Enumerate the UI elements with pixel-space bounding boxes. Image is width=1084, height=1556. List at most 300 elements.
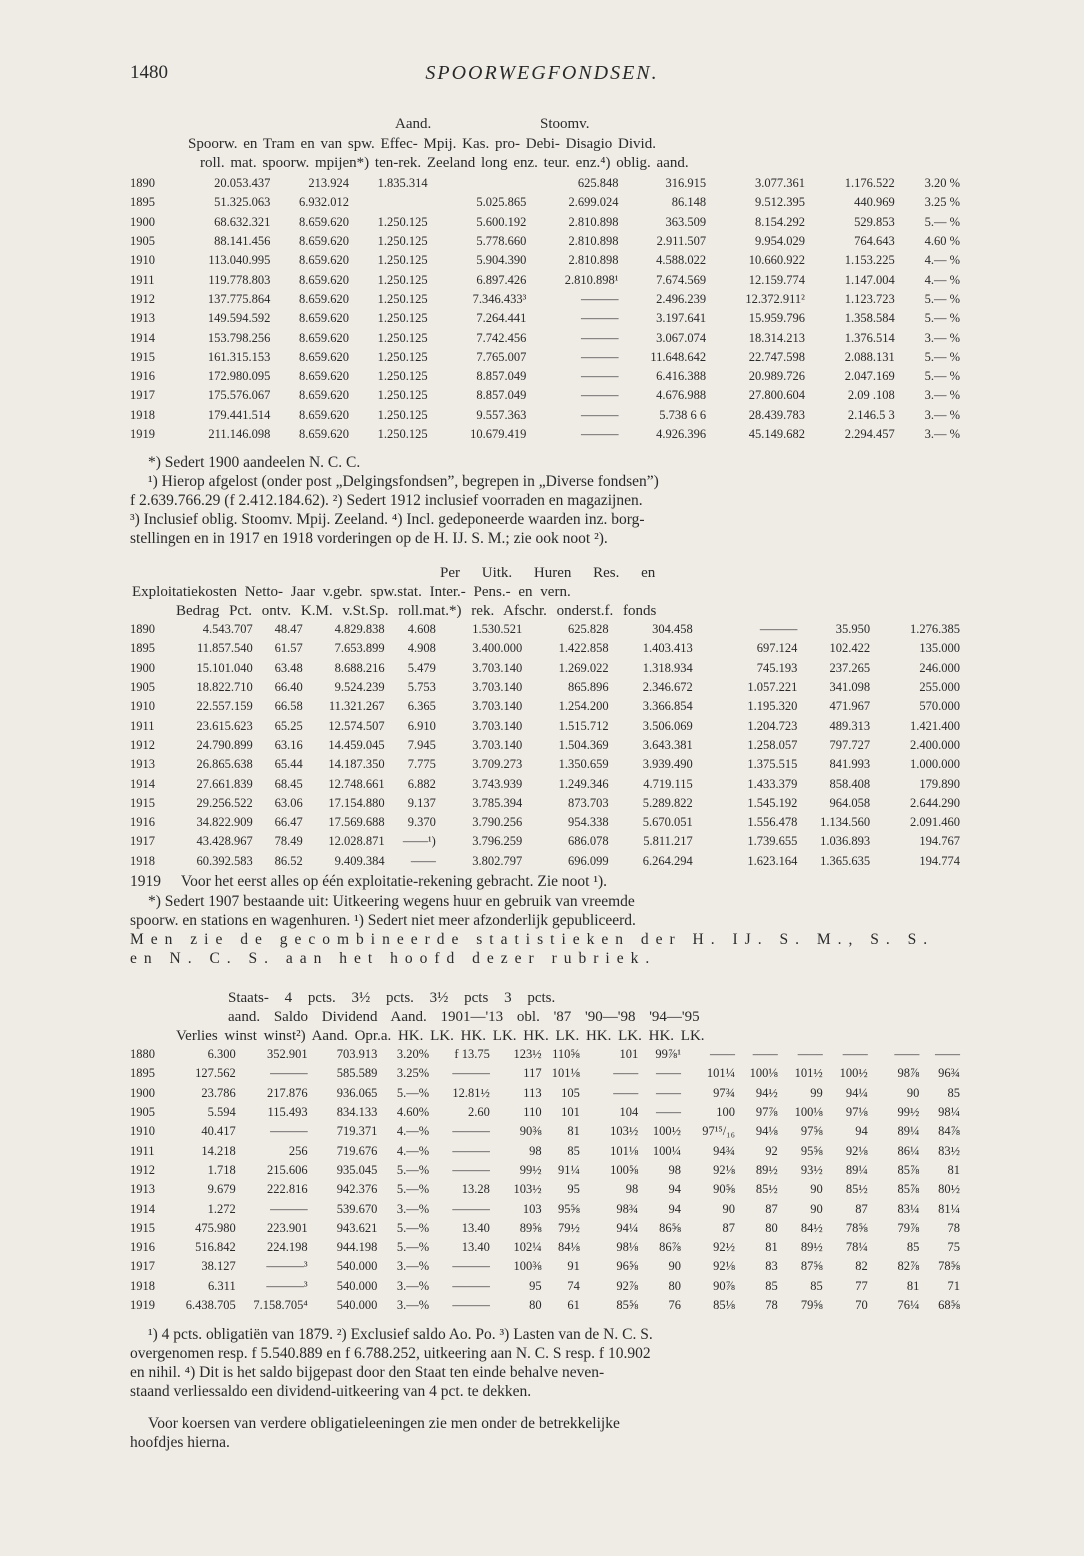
value-cell: 2.911.507 xyxy=(656,234,707,249)
value-cell: 8.659.620 xyxy=(298,388,349,403)
value-cell: 79⅝ xyxy=(800,1298,823,1312)
value-cell: 3.703.140 xyxy=(472,660,523,675)
value-cell: —— xyxy=(709,1047,735,1062)
value-cell: 944.198 xyxy=(336,1240,378,1255)
value-cell: 6.264.294 xyxy=(642,853,693,868)
value-cell: 5.811.217 xyxy=(643,834,693,849)
value-cell: 9.524.239 xyxy=(334,680,385,695)
value-cell: —— xyxy=(656,1066,682,1081)
year-cell: 1900 xyxy=(130,214,155,229)
value-cell: 1.276.385 xyxy=(910,622,960,637)
value-cell: 100⅝ xyxy=(610,1162,639,1177)
value-cell: 20.989.726 xyxy=(748,369,805,384)
value-cell: 1.515.712 xyxy=(558,718,609,733)
t2-row-1900 xyxy=(130,659,960,678)
value-cell: 841.993 xyxy=(829,757,871,772)
value-cell: 1.057.221 xyxy=(747,680,798,695)
value-cell: 88.141.456 xyxy=(214,234,271,249)
year-cell: 1912 xyxy=(130,737,155,752)
value-cell: 98 xyxy=(529,1143,542,1158)
value-cell: 6.311 xyxy=(208,1278,236,1293)
year-cell: 1914 xyxy=(130,776,155,791)
value-cell: 94 xyxy=(855,1124,868,1139)
value-cell: 95 xyxy=(567,1182,580,1197)
value-cell: 6.882 xyxy=(407,776,436,791)
value-cell: 153.798.256 xyxy=(207,330,271,345)
value-cell: 23.615.623 xyxy=(196,718,253,733)
value-cell: —— xyxy=(656,1085,682,1100)
value-cell: 5.289.822 xyxy=(642,795,693,810)
value-cell: 100⅛ xyxy=(749,1066,778,1081)
t3-row-1914 xyxy=(130,1199,960,1218)
year-cell: 1895 xyxy=(130,195,155,210)
value-cell: 873.703 xyxy=(568,795,609,810)
value-cell: 94 xyxy=(668,1201,682,1216)
value-cell: 5.753 xyxy=(407,680,436,695)
table-1 xyxy=(130,174,960,444)
value-cell: 7.264.441 xyxy=(476,311,527,326)
value-cell: ——— xyxy=(581,291,619,306)
value-cell: 8.659.620 xyxy=(298,253,349,268)
value-cell: 101½ xyxy=(794,1066,823,1081)
value-cell: 2.699.024 xyxy=(568,195,619,210)
t1-row-1910 xyxy=(130,251,960,270)
value-cell: 834.133 xyxy=(336,1105,378,1120)
value-cell: 92 xyxy=(765,1143,778,1158)
value-cell: 625.848 xyxy=(577,176,619,191)
t2-row-1917 xyxy=(130,832,960,851)
value-cell: 13.40 xyxy=(461,1220,490,1235)
value-cell: 3.20% xyxy=(396,1047,430,1062)
value-cell: 1.376.514 xyxy=(844,330,895,345)
value-cell: 2.810.898¹ xyxy=(564,272,619,287)
value-cell: 78⅝ xyxy=(938,1259,960,1274)
value-cell: 85 xyxy=(947,1085,960,1100)
value-cell: 1.036.893 xyxy=(820,834,871,849)
value-cell: ——— xyxy=(581,369,619,384)
value-cell: 5.738 6 6 xyxy=(659,407,707,422)
value-cell: 1.250.125 xyxy=(377,234,428,249)
value-cell: 94⅛ xyxy=(755,1124,778,1139)
value-cell: 78 xyxy=(765,1298,778,1312)
value-cell: 89½ xyxy=(755,1162,778,1177)
value-cell: 539.670 xyxy=(336,1201,378,1216)
value-cell: 11.321.267 xyxy=(328,699,385,714)
year-cell: 1912 xyxy=(130,291,155,306)
value-cell: 475.980 xyxy=(195,1220,236,1235)
value-cell: 316.915 xyxy=(665,176,707,191)
value-cell: ——— xyxy=(452,1124,490,1139)
value-cell: —— xyxy=(842,1047,868,1062)
value-cell: 93½ xyxy=(800,1162,823,1177)
value-cell: 94¾ xyxy=(713,1143,735,1158)
value-cell: 24.790.899 xyxy=(196,737,253,752)
value-cell: 87 xyxy=(855,1201,868,1216)
value-cell: 89¼ xyxy=(897,1124,920,1139)
value-cell: 3.703.140 xyxy=(472,699,523,714)
value-cell: 440.969 xyxy=(854,195,895,210)
value-cell: 9.370 xyxy=(407,815,436,830)
t2-row-1910 xyxy=(130,697,960,716)
value-cell: 86.52 xyxy=(274,853,303,868)
value-cell: 14.459.045 xyxy=(328,737,385,752)
value-cell: 213.924 xyxy=(308,176,349,191)
value-cell: 90⅞ xyxy=(713,1278,735,1293)
value-cell: 65.25 xyxy=(274,718,303,733)
t3-row-1910 xyxy=(130,1122,960,1141)
value-cell: 38.127 xyxy=(201,1259,236,1274)
value-cell: 82 xyxy=(855,1259,868,1274)
value-cell: 5.479 xyxy=(407,660,436,675)
value-cell: 90 xyxy=(906,1085,920,1100)
value-cell: 83 xyxy=(765,1259,778,1274)
t3-row-1917 xyxy=(130,1257,960,1276)
value-cell: 1.272 xyxy=(207,1201,236,1216)
value-cell: 942.376 xyxy=(336,1182,378,1197)
value-cell: 2.088.131 xyxy=(844,349,895,364)
value-cell: 96⅝ xyxy=(616,1259,639,1274)
value-cell: 85 xyxy=(765,1278,778,1293)
value-cell: 2.496.239 xyxy=(656,291,707,306)
value-cell: 4.60 % xyxy=(924,234,960,249)
value-cell: 85 xyxy=(906,1240,920,1255)
value-cell: ——— xyxy=(581,349,619,364)
value-cell: 686.078 xyxy=(568,834,609,849)
value-cell: 1.250.125 xyxy=(377,272,428,287)
year-cell: 1910 xyxy=(130,1124,155,1139)
value-cell: 4.— % xyxy=(924,272,960,287)
value-cell: 1.718 xyxy=(207,1162,236,1177)
value-cell: 6.300 xyxy=(207,1047,236,1062)
value-cell: 6.910 xyxy=(407,718,436,733)
year-cell: 1913 xyxy=(130,757,155,772)
value-cell: 5.778.660 xyxy=(476,234,527,249)
value-cell: 26.865.638 xyxy=(196,757,253,772)
value-cell: 14.218 xyxy=(201,1143,236,1158)
table-2 xyxy=(130,620,960,871)
value-cell: 1.123.723 xyxy=(844,291,895,306)
t1-row-1912 xyxy=(130,290,960,309)
value-cell: 5.594 xyxy=(207,1105,236,1120)
value-cell: 1.250.125 xyxy=(377,388,428,403)
value-cell: 3.703.140 xyxy=(472,718,523,733)
value-cell: 94¼ xyxy=(845,1085,868,1100)
value-cell: 91 xyxy=(567,1259,580,1274)
value-cell: 3.709.273 xyxy=(472,757,523,772)
value-cell: 1.623.164 xyxy=(747,853,798,868)
footer-line-1: hoofdjes hierna. xyxy=(130,1434,230,1451)
value-cell: 4.829.838 xyxy=(334,622,385,637)
value-cell: 97¹⁵/₁₆ xyxy=(702,1124,735,1139)
value-cell: 123½ xyxy=(513,1047,542,1062)
year-cell: 1905 xyxy=(130,680,155,695)
value-cell: 7.945 xyxy=(407,737,436,752)
value-cell: 2.644.290 xyxy=(910,795,960,810)
value-cell: 5.— % xyxy=(924,349,960,364)
value-cell: 99 xyxy=(810,1085,823,1100)
value-cell: 3.643.381 xyxy=(642,737,693,752)
value-cell: 540.000 xyxy=(336,1259,378,1274)
value-cell: 2.400.000 xyxy=(910,737,960,752)
value-cell: 954.338 xyxy=(568,815,609,830)
value-cell: 2.346.672 xyxy=(642,680,693,695)
t2-row-1919 xyxy=(130,872,607,891)
value-cell: 105 xyxy=(561,1085,580,1100)
value-cell: 936.065 xyxy=(336,1085,378,1100)
note-1-4: stellingen en in 1917 en 1918 vorderingen op de H. IJ. S. M.; zie ook noot ²). xyxy=(130,530,608,547)
value-cell: 97⅛ xyxy=(845,1105,868,1120)
value-cell: 1.250.125 xyxy=(377,330,428,345)
value-cell: 63.16 xyxy=(274,737,303,752)
value-cell: 7.742.456 xyxy=(476,330,527,345)
value-cell: 78⅝ xyxy=(845,1220,868,1235)
value-cell: 1.250.125 xyxy=(377,253,428,268)
value-cell: 115.493 xyxy=(267,1105,308,1120)
value-cell: 3.197.641 xyxy=(656,311,707,326)
value-cell: ——— xyxy=(581,330,619,345)
value-cell: 161.315.153 xyxy=(207,349,271,364)
value-cell: 211.146.098 xyxy=(208,427,271,441)
value-cell: 127.562 xyxy=(195,1066,236,1081)
value-cell: 45.149.682 xyxy=(748,427,805,441)
value-cell: 255.000 xyxy=(919,680,960,695)
value-cell: 529.853 xyxy=(854,214,895,229)
note-3-3: staand verliessaldo een dividend-uitkeering van 4 pct. te dekken. xyxy=(130,1383,532,1400)
note-1-3: ³) Inclusief oblig. Stoomv. Mpij. Zeeland. ⁴) Incl. gedeponeerde waarden inz. borg- xyxy=(130,511,645,528)
t2-row-1911 xyxy=(130,716,960,735)
value-cell: 63.48 xyxy=(274,660,303,675)
year-cell: 1915 xyxy=(130,349,155,364)
value-cell: 7.674.569 xyxy=(656,272,707,287)
value-cell: 964.058 xyxy=(829,795,871,810)
value-cell: 149.594.592 xyxy=(207,311,271,326)
value-cell: 5.— % xyxy=(924,369,960,384)
value-cell: 3.25% xyxy=(396,1066,430,1081)
value-cell: 60.392.583 xyxy=(196,853,253,868)
value-cell: 81¼ xyxy=(938,1201,960,1216)
value-cell: 97⅞ xyxy=(755,1105,778,1120)
value-cell: 68.632.321 xyxy=(214,214,271,229)
value-cell: 4.—% xyxy=(396,1124,430,1139)
value-cell: 94½ xyxy=(755,1085,778,1100)
value-cell: 18.822.710 xyxy=(196,680,253,695)
value-cell: 99½ xyxy=(897,1105,920,1120)
value-cell: 3.25 % xyxy=(924,195,960,210)
page-number: 1480 xyxy=(130,62,168,83)
value-cell: 3.—% xyxy=(396,1298,430,1312)
value-cell: 100⅛ xyxy=(794,1105,823,1120)
value-cell: 101⅛ xyxy=(551,1066,580,1081)
value-cell: 5.025.865 xyxy=(476,195,527,210)
value-cell: 352.901 xyxy=(267,1047,308,1062)
value-cell: 63.06 xyxy=(274,795,303,810)
value-cell: 85⅛ xyxy=(713,1298,735,1312)
value-cell: ——— xyxy=(581,311,619,326)
value-cell: 85 xyxy=(567,1143,580,1158)
t1-row-1900 xyxy=(130,213,960,232)
value-cell: 246.000 xyxy=(919,660,960,675)
year-cell: 1895 xyxy=(130,641,155,656)
value-cell: 3.20 % xyxy=(924,176,960,191)
value-cell: 5.— % xyxy=(924,311,960,326)
value-cell: 113 xyxy=(523,1085,542,1100)
t3-row-1905 xyxy=(130,1103,960,1122)
value-cell: 74 xyxy=(567,1278,580,1293)
value-cell: 2.810.898 xyxy=(568,253,619,268)
value-cell: 1.358.584 xyxy=(844,311,895,326)
value-cell: 92⅞ xyxy=(616,1278,639,1293)
value-cell: 103 xyxy=(522,1201,542,1216)
value-cell: 98⅛ xyxy=(616,1240,639,1255)
value-cell: 83½ xyxy=(938,1143,960,1158)
value-cell: 179.441.514 xyxy=(207,407,271,422)
value-cell: 1.545.192 xyxy=(747,795,798,810)
value-cell: 75 xyxy=(947,1240,960,1255)
value-cell: ——¹) xyxy=(402,834,436,849)
value-cell: 8.659.620 xyxy=(298,369,349,384)
value-cell: ——— xyxy=(581,388,619,403)
value-cell: 92⅛ xyxy=(713,1259,735,1274)
value-cell: 8.659.620 xyxy=(298,407,349,422)
t3-header-row-2: aand. Saldo Dividend Aand. 1901—'13 obl. '87 '90—'98 '94—'95 xyxy=(228,1009,700,1025)
value-cell: 4.719.115 xyxy=(643,776,693,791)
year-cell: 1910 xyxy=(130,699,155,714)
year-cell: 1900 xyxy=(130,1085,155,1100)
value-cell: 61.57 xyxy=(274,641,303,656)
value-cell: 5.— % xyxy=(924,291,960,306)
t3-row-1915 xyxy=(130,1219,960,1238)
t3-header-row-1: Staats- 4 pcts. 3½ pcts. 3½ pcts 3 pcts. xyxy=(228,990,556,1006)
t3-row-1912 xyxy=(130,1161,960,1180)
value-cell: 102¼ xyxy=(513,1240,542,1255)
year-cell: 1918 xyxy=(130,407,155,422)
value-cell: 51.325.063 xyxy=(214,195,271,210)
value-cell: f 13.75 xyxy=(454,1047,490,1062)
value-cell: 90⅝ xyxy=(713,1182,735,1197)
value-cell: 101 xyxy=(561,1105,580,1120)
value-cell: 570.000 xyxy=(919,699,960,714)
value-cell: 172.980.095 xyxy=(207,369,271,384)
value-cell: 103½ xyxy=(610,1124,639,1139)
value-cell: 4.608 xyxy=(407,622,436,637)
value-cell: 489.313 xyxy=(829,718,871,733)
note-3-0: ¹) 4 pcts. obligatiën van 1879. ²) Exclusief saldo Ao. Po. ³) Lasten van de N. C. S. xyxy=(148,1326,653,1343)
t1-header-aand: Aand. xyxy=(395,116,432,132)
value-cell: 8.857.049 xyxy=(476,388,527,403)
year-cell: 1915 xyxy=(130,795,155,810)
value-cell: 3.— % xyxy=(924,330,960,345)
value-cell: 12.028.871 xyxy=(328,834,385,849)
value-cell: 15.101.040 xyxy=(196,660,253,675)
value-cell: 3.—% xyxy=(396,1278,430,1293)
value-cell: 4.—% xyxy=(396,1143,430,1158)
year-cell: 1914 xyxy=(130,1201,155,1216)
t3-row-1900 xyxy=(130,1084,960,1103)
t1-row-1917 xyxy=(130,386,960,405)
value-cell: 12.81½ xyxy=(452,1085,490,1100)
value-cell: 943.621 xyxy=(336,1220,378,1235)
value-cell: 935.045 xyxy=(336,1162,378,1177)
value-cell: ——— xyxy=(270,1066,308,1081)
value-cell: 3.—% xyxy=(396,1201,430,1216)
t2-header-row-1: Per Uitk. Huren Res. en xyxy=(440,565,656,581)
year-cell: 1890 xyxy=(130,176,155,191)
value-cell: 77 xyxy=(855,1278,868,1293)
value-cell: 85⅞ xyxy=(897,1162,920,1177)
value-cell: ———³ xyxy=(266,1259,308,1274)
value-cell: 719.676 xyxy=(336,1143,378,1158)
value-cell: ———³ xyxy=(266,1278,308,1293)
value-cell: 3.— % xyxy=(924,388,960,403)
t2-row-1913 xyxy=(130,755,960,774)
value-cell: 7.158.705⁴ xyxy=(253,1298,308,1312)
value-cell: 1.433.379 xyxy=(747,776,798,791)
value-cell: 4.60% xyxy=(396,1105,430,1120)
value-cell: 84½ xyxy=(800,1220,823,1235)
value-cell: 2.810.898 xyxy=(568,234,619,249)
value-cell: 40.417 xyxy=(201,1124,236,1139)
value-cell: 13.40 xyxy=(461,1240,490,1255)
value-cell: 341.098 xyxy=(829,680,871,695)
value-cell: 80 xyxy=(668,1278,682,1293)
value-cell: 1.176.522 xyxy=(844,176,895,191)
value-cell: 1.250.125 xyxy=(377,369,428,384)
value-cell: 8.659.620 xyxy=(298,349,349,364)
value-cell: 84⅞ xyxy=(938,1124,960,1139)
value-cell: 1.504.369 xyxy=(558,737,609,752)
value-cell: 79⅞ xyxy=(897,1220,920,1235)
value-cell: 85⅞ xyxy=(897,1182,920,1197)
value-cell: 12.159.774 xyxy=(748,272,805,287)
note-2-2: Men zie de gecombineerde statistieken der H. IJ. S. M., S. S. xyxy=(130,931,935,948)
value-cell: —— xyxy=(797,1047,823,1062)
value-cell: 80 xyxy=(529,1298,542,1312)
value-cell: 95⅝ xyxy=(800,1143,823,1158)
value-cell: 1.147.004 xyxy=(844,272,895,287)
value-cell: 15.959.796 xyxy=(748,311,805,326)
t3-header-row-3: Verlies winst winst²) Aand. Opr.a. HK. LK. HK. LK. HK. LK. HK. LK. HK. LK. xyxy=(176,1028,705,1044)
value-cell: 23.786 xyxy=(201,1085,236,1100)
value-cell: 764.643 xyxy=(854,234,895,249)
value-cell: 97⅝ xyxy=(800,1124,823,1139)
value-cell: 8.154.292 xyxy=(754,214,805,229)
value-cell: 85 xyxy=(810,1278,823,1293)
value-cell: 1.556.478 xyxy=(747,815,798,830)
year-cell: 1911 xyxy=(130,718,155,733)
value-cell: 3.703.140 xyxy=(472,680,523,695)
value-cell: 22.747.598 xyxy=(748,349,805,364)
value-cell: 83¼ xyxy=(897,1201,920,1216)
value-cell: 92⅛ xyxy=(713,1162,735,1177)
value-cell: 1.250.125 xyxy=(377,214,428,229)
value-cell: 81 xyxy=(906,1278,920,1293)
value-cell: 4.676.988 xyxy=(656,388,707,403)
value-cell: 7.765.007 xyxy=(476,349,527,364)
value-cell: 1.403.413 xyxy=(642,641,693,656)
value-cell: 90⅜ xyxy=(519,1124,542,1139)
value-cell: 86.148 xyxy=(671,195,707,210)
value-cell: 8.659.620 xyxy=(298,311,349,326)
value-cell: 85½ xyxy=(845,1182,868,1197)
value-cell: 95⅝ xyxy=(557,1201,580,1216)
value-cell: 5.904.390 xyxy=(476,253,527,268)
t3-row-1895 xyxy=(130,1064,960,1083)
value-cell: 8.659.620 xyxy=(298,272,349,287)
t1-row-1916 xyxy=(130,367,960,386)
value-cell: 3.366.854 xyxy=(642,699,693,714)
value-cell: 516.842 xyxy=(195,1240,236,1255)
value-cell: 87⅝ xyxy=(800,1259,823,1274)
